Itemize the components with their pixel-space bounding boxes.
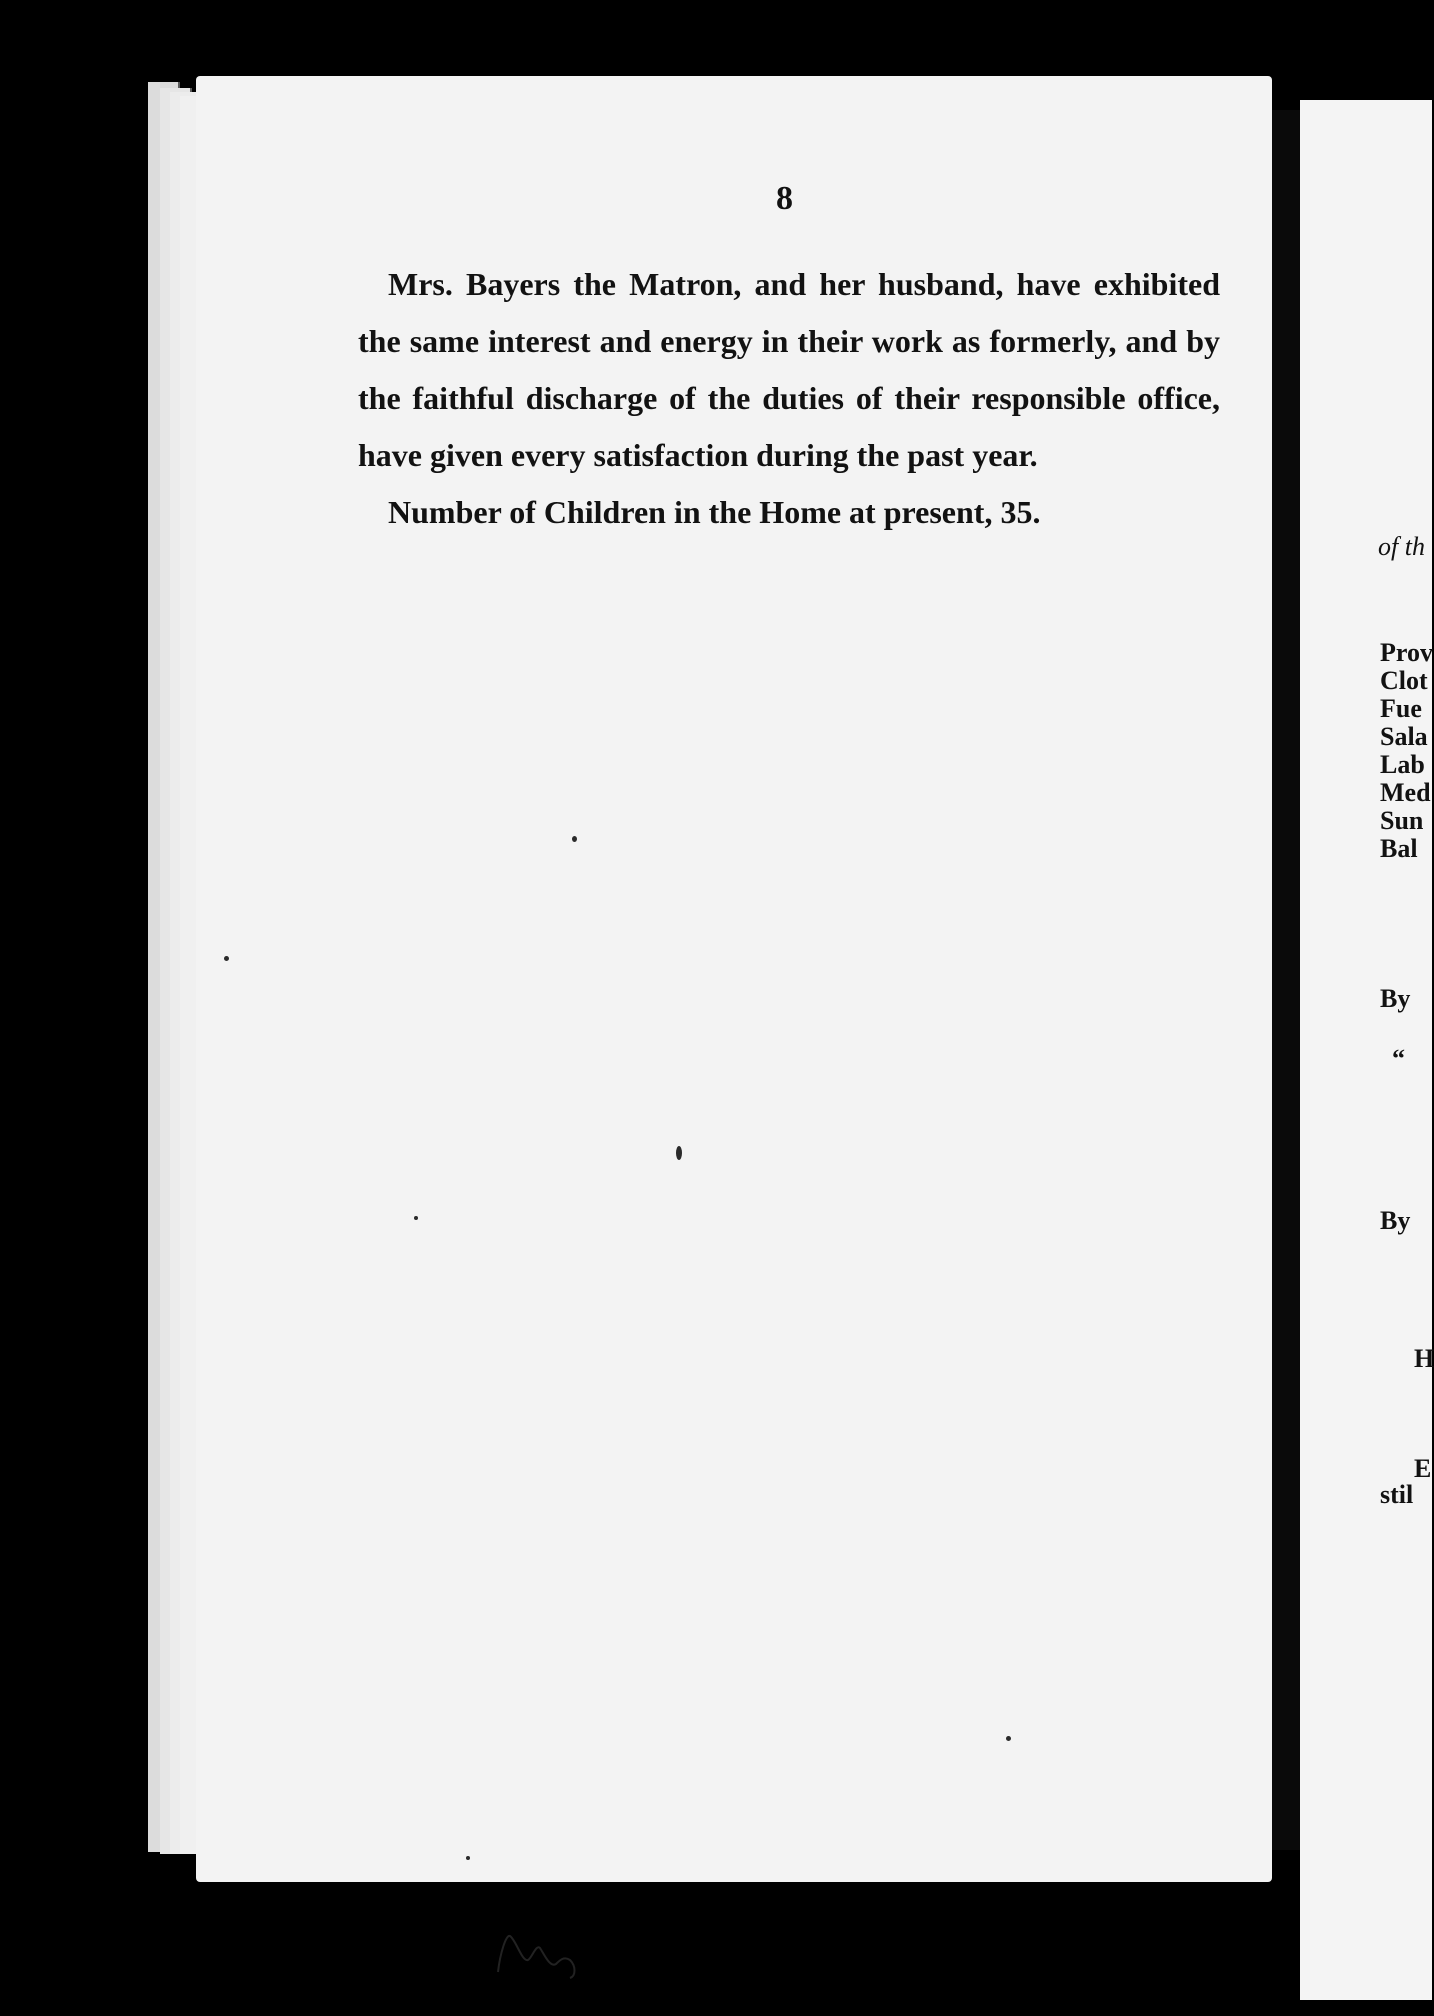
left-page — [196, 76, 1272, 1882]
facing-fragment: Bal — [1380, 834, 1418, 863]
facing-fragment: Sun — [1380, 806, 1424, 835]
facing-fragment: E — [1414, 1454, 1432, 1483]
facing-fragment: By — [1380, 984, 1411, 1013]
body-text — [358, 256, 1220, 541]
facing-fragment: Med — [1380, 778, 1431, 807]
facing-fragment: Fue — [1380, 694, 1422, 723]
facing-fragment: H — [1414, 1344, 1434, 1373]
facing-page-fragment — [1300, 100, 1432, 2000]
facing-fragment: “ — [1392, 1044, 1405, 1073]
paragraph-children-count: Number of Children in the Home at present, 35. — [388, 494, 1041, 530]
facing-fragment: By — [1380, 1206, 1411, 1235]
paragraph-matron: Mrs. Bayers the Matron, and her husband, have exhibited the same interest and energy in their work as formerly, and by the faithful discharge of the duties of their responsible office, have given every satisfaction during the past year. — [358, 266, 1220, 473]
facing-fragment: Lab — [1380, 750, 1425, 779]
facing-fragment: of th — [1378, 532, 1425, 561]
handwritten-mark — [492, 1914, 602, 1984]
book-gutter — [1272, 110, 1300, 1850]
facing-fragment: Prov — [1380, 638, 1433, 667]
page-number: 8 — [776, 180, 793, 217]
facing-fragment: Sala — [1380, 722, 1428, 751]
facing-fragment: stil — [1380, 1480, 1414, 1509]
facing-fragment: Clot — [1380, 666, 1428, 695]
